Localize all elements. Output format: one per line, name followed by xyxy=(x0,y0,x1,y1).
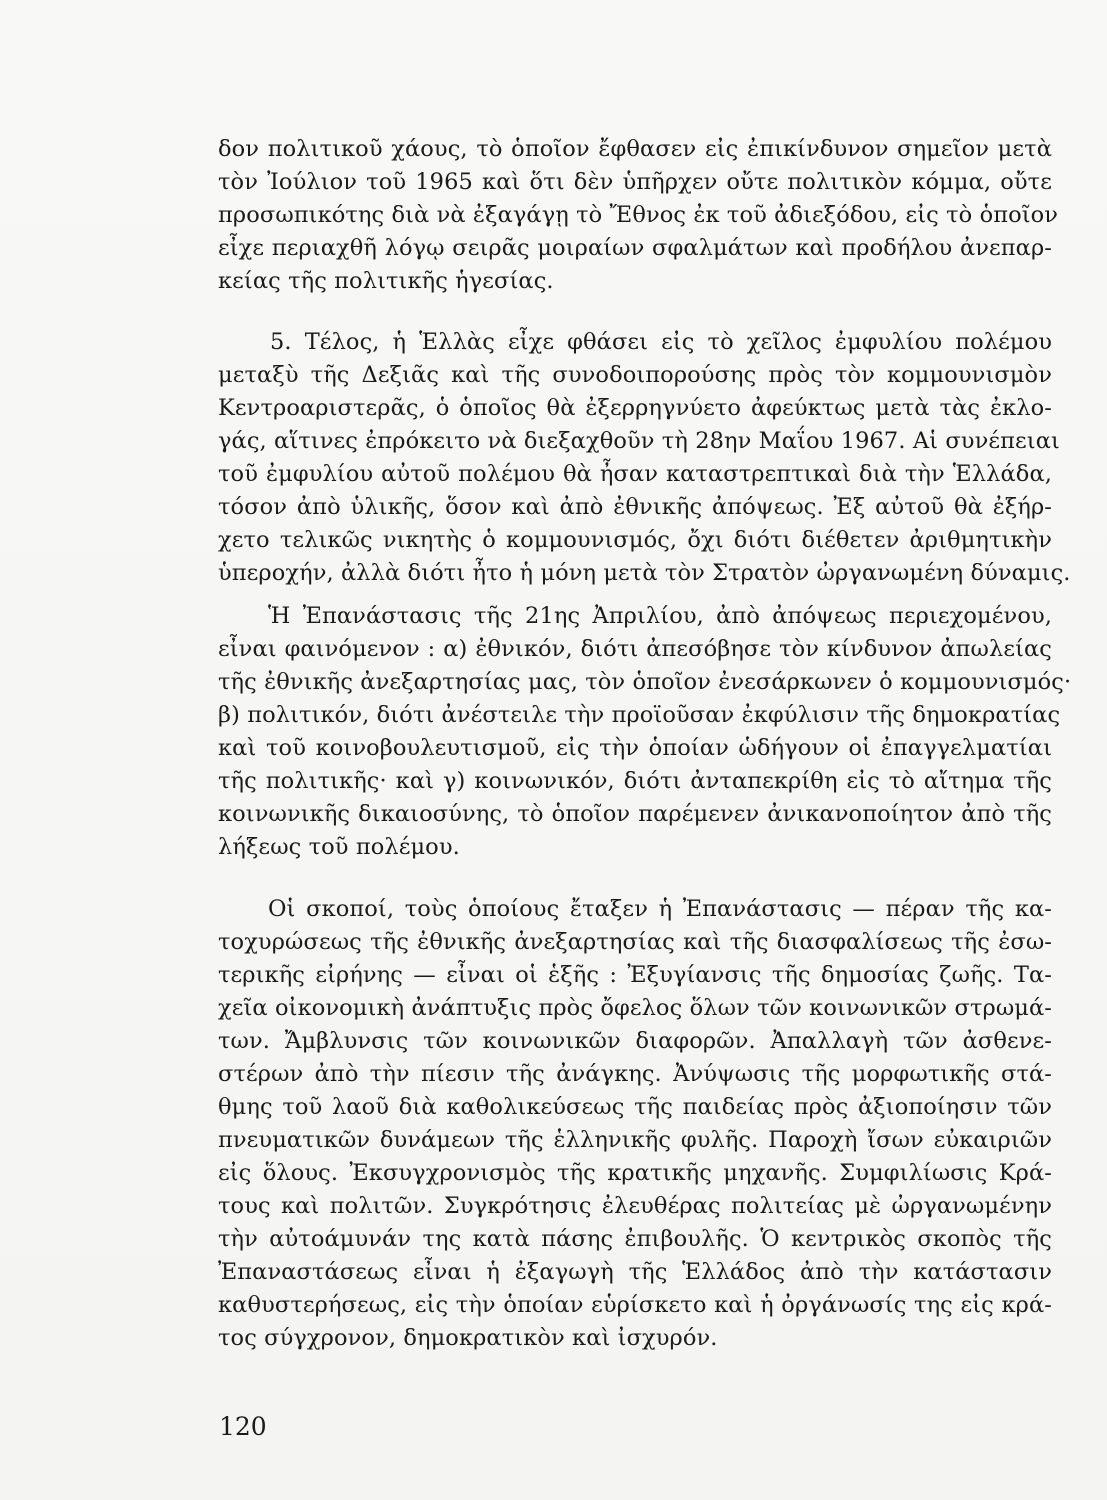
text-line: χεῖα οἰκονομικὴ ἀνάπτυξις πρὸς ὄφελος ὅλων τῶν κοινωνικῶν στρωμά- xyxy=(218,995,1052,1021)
text-line: χετο τελικῶς νικητὴς ὁ κομμουνισμός, ὄχι διότι διέθετεν ἀριθμητικὴν xyxy=(218,527,1052,553)
text-line: μεταξὺ τῆς Δεξιᾶς καὶ τῆς συνοδοιπορούσης πρὸς τὸν κομμουνισμὸν xyxy=(218,362,1052,388)
text-line: εἶχε περιαχθῆ λόγῳ σειρᾶς μοιραίων σφαλμάτων καὶ προδήλου ἀνεπαρ- xyxy=(218,235,1052,261)
text-line: Οἱ σκοποί, τοὺς ὁποίους ἔταξεν ἡ Ἐπανάστασις — πέραν τῆς κα- xyxy=(268,896,1052,922)
text-line: εἶναι φαινόμενον : α) ἐθνικόν, διότι ἀπεσόβησε τὸν κίνδυνον ἀπωλείας xyxy=(218,636,1052,662)
text-line: δον πολιτικοῦ χάους, τὸ ὁποῖον ἔφθασεν εἰς ἐπικίνδυνον σημεῖον μετὰ xyxy=(218,136,1052,162)
text-line: ὑπεροχήν, ἀλλὰ διότι ἦτο ἡ μόνη μετὰ τὸν Στρατὸν ὠργανωμένη δύναμις. xyxy=(218,560,1071,586)
text-line: τοχυρώσεως τῆς ἐθνικῆς ἀνεξαρτησίας καὶ τῆς διασφαλίσεως τῆς ἐσω- xyxy=(218,929,1052,955)
text-line: στέρων ἀπὸ τὴν πίεσιν τῆς ἀνάγκης. Ἀνύψωσις τῆς μορφωτικῆς στά- xyxy=(218,1061,1052,1087)
text-line: τὸν Ἰούλιον τοῦ 1965 καὶ ὅτι δὲν ὑπῆρχεν οὔτε πολιτικὸν κόμμα, οὔτε xyxy=(218,169,1052,195)
text-line: κοινωνικῆς δικαιοσύνης, τὸ ὁποῖον παρέμενεν ἀνικανοποίητον ἀπὸ τῆς xyxy=(218,801,1052,827)
text-line: τερικῆς εἰρήνης — εἶναι οἱ ἑξῆς : Ἐξυγίανσις τῆς δημοσίας ζωῆς. Τα- xyxy=(218,962,1052,988)
text-line: καθυστερήσεως, εἰς τὴν ὁποίαν εὑρίσκετο καὶ ἡ ὀργάνωσίς της εἰς κρά- xyxy=(218,1292,1052,1318)
text-line: 5. Τέλος, ἡ Ἑλλὰς εἶχε φθάσει εἰς τὸ χεῖλος ἐμφυλίου πολέμου xyxy=(270,329,1052,355)
text-line: τος σύγχρονον, δημοκρατικὸν καὶ ἰσχυρόν. xyxy=(218,1325,718,1351)
text-line: θμης τοῦ λαοῦ διὰ καθολικεύσεως τῆς παιδείας πρὸς ἀξιοποίησιν τῶν xyxy=(218,1094,1052,1120)
text-line: τῆς πολιτικῆς· καὶ γ) κοινωνικόν, διότι ἀνταπεκρίθη εἰς τὸ αἴτημα τῆς xyxy=(218,768,1052,794)
text-line: εἰς ὅλους. Ἐκσυγχρονισμὸς τῆς κρατικῆς μηχανῆς. Συμφιλίωσις Κρά- xyxy=(218,1160,1052,1186)
text-line: Ἡ Ἐπανάστασις τῆς 21ης Ἀπριλίου, ἀπὸ ἀπόψεως περιεχομένου, xyxy=(268,603,1052,629)
text-line: β) πολιτικόν, διότι ἀνέστειλε τὴν προϊοῦσαν ἐκφύλισιν τῆς δημοκρατίας xyxy=(218,702,1061,728)
text-line: τους καὶ πολιτῶν. Συγκρότησις ἐλευθέρας πολιτείας μὲ ὠργανωμένην xyxy=(218,1193,1052,1219)
text-line: τὴν αὐτοάμυνάν της κατὰ πάσης ἐπιβουλῆς. Ὁ κεντρικὸς σκοπὸς τῆς xyxy=(218,1226,1052,1252)
text-line: λήξεως τοῦ πολέμου. xyxy=(218,834,460,860)
text-line: τῆς ἐθνικῆς ἀνεξαρτησίας μας, τὸν ὁποῖον ἐνεσάρκωνεν ὁ κομμουνισμός· xyxy=(218,669,1072,695)
text-line: Ἐπαναστάσεως εἶναι ἡ ἐξαγωγὴ τῆς Ἑλλάδος ἀπὸ τὴν κατάστασιν xyxy=(218,1259,1052,1285)
text-line: τόσον ἀπὸ ὑλικῆς, ὅσον καὶ ἀπὸ ἐθνικῆς ἀπόψεως. Ἐξ αὐτοῦ θὰ ἐξήρ- xyxy=(218,494,1052,520)
text-line: Κεντροαριστερᾶς, ὁ ὁποῖος θὰ ἐξερρηγνύετο ἀφεύκτως μετὰ τὰς ἐκλο- xyxy=(218,395,1052,421)
page-number: 120 xyxy=(219,1412,267,1441)
text-line: γάς, αἵτινες ἐπρόκειτο νὰ διεξαχθοῦν τὴ 28ην Μαΐου 1967. Αἱ συνέπειαι xyxy=(218,428,1060,454)
text-line: προσωπικότης διὰ νὰ ἐξαγάγῃ τὸ Ἔθνος ἐκ τοῦ ἀδιεξόδου, εἰς τὸ ὁποῖον xyxy=(218,202,1059,228)
text-line: πνευματικῶν δυνάμεων τῆς ἑλληνικῆς φυλῆς. Παροχὴ ἴσων εὐκαιριῶν xyxy=(218,1127,1052,1153)
text-line: των. Ἄμβλυνσις τῶν κοινωνικῶν διαφορῶν. Ἀπαλλαγὴ τῶν ἀσθενε- xyxy=(218,1028,1052,1054)
text-line: κείας τῆς πολιτικῆς ἡγεσίας. xyxy=(218,268,554,294)
text-line: τοῦ ἐμφυλίου αὐτοῦ πολέμου θὰ ἦσαν καταστρεπτικαὶ διὰ τὴν Ἑλλάδα, xyxy=(218,461,1052,487)
text-line: καὶ τοῦ κοινοβουλευτισμοῦ, εἰς τὴν ὁποίαν ὡδήγουν οἱ ἐπαγγελματίαι xyxy=(218,735,1052,761)
